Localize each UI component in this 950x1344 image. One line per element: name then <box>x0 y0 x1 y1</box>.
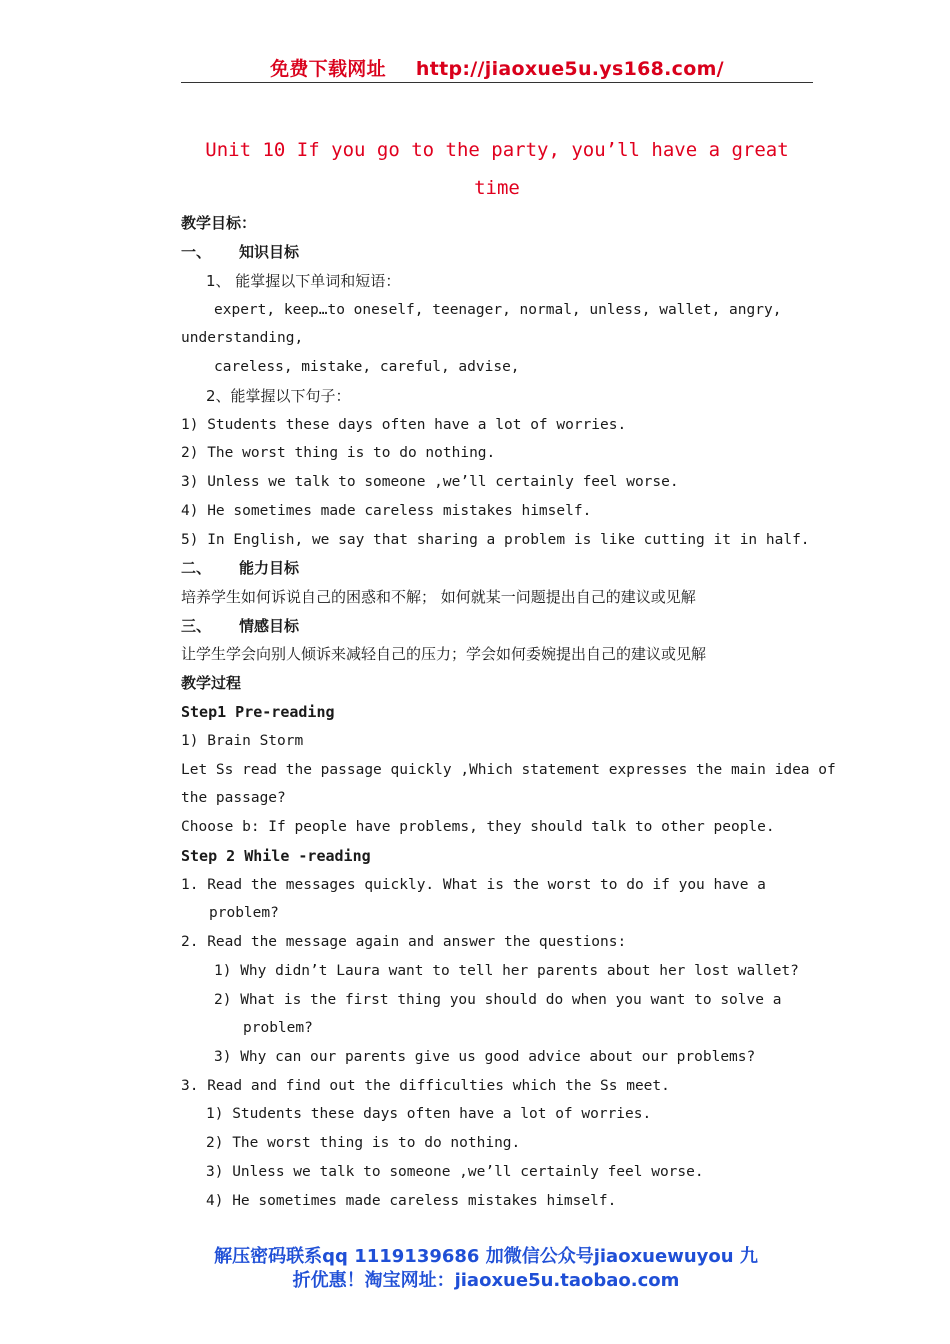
step2-q3-item3: 3) Unless we talk to someone ,we’ll certainly feel worse. <box>206 1164 704 1180</box>
header-site-label: 免费下载网址 <box>270 58 386 80</box>
emotion-text: 让学生学会向别人倾诉来减轻自己的压力；学会如何委婉提出自己的建议或见解 <box>181 645 707 663</box>
page-header <box>181 54 813 83</box>
heading-text: 知识目标 <box>239 243 300 261</box>
heading-teaching-process: 教学过程 <box>181 674 242 692</box>
heading-number: 一、 <box>181 243 212 261</box>
step2-q1-line2: problem? <box>209 905 279 921</box>
step2-q3-item1: 1) Students these days often have a lot of worries. <box>206 1106 652 1122</box>
step2-q2-sub1: 1) Why didn’t Laura want to tell her parents about her lost wallet? <box>214 963 799 979</box>
section-teaching-goals: 教学目标： <box>181 214 257 232</box>
sentence-4: 4) He sometimes made careless mistakes himself. <box>181 503 592 519</box>
step2-q2-sub2-line1: 2) What is the first thing you should do when you want to solve a <box>214 992 782 1008</box>
sentence-2: 2) The worst thing is to do nothing. <box>181 445 496 461</box>
heading-text: 情感目标 <box>239 617 300 635</box>
vocab-line-3: careless, mistake, careful, advise, <box>214 359 520 375</box>
step2-q2-sub3: 3) Why can our parents give us good advice about our problems? <box>214 1049 756 1065</box>
vocab-line-2: understanding, <box>181 330 304 346</box>
step1-text-line3: Choose b: If people have problems, they should talk to other people. <box>181 819 775 835</box>
heading-knowledge <box>181 242 299 262</box>
sentence-1: 1) Students these days often have a lot of worries. <box>181 417 627 433</box>
heading-number: 二、 <box>181 559 212 577</box>
step1-text-line1: Let Ss read the passage quickly ,Which statement expresses the main idea of <box>181 762 836 778</box>
knowledge-item-1: 1、 能掌握以下单词和短语： <box>206 272 401 290</box>
sentence-3: 3) Unless we talk to someone ,we’ll certainly feel worse. <box>181 474 679 490</box>
ability-text: 培养学生如何诉说自己的困惑和不解； 如何就某一问题提出自己的建议或见解 <box>181 588 696 606</box>
footer-line1: 解压密码联系qq 1119139686 加微信公众号jiaoxuewuyou 九 <box>214 1246 758 1267</box>
step1-brain-storm: 1) Brain Storm <box>181 733 304 749</box>
sentence-5: 5) In English, we say that sharing a problem is like cutting it in half. <box>181 532 810 548</box>
heading-number: 三、 <box>181 617 212 635</box>
heading-emotion <box>181 616 299 636</box>
document-title-line1: Unit 10 If you go to the party, you’ll have a great <box>205 139 789 161</box>
step2-q2-sub2-line2: problem? <box>243 1020 313 1036</box>
header-site-url[interactable]: http://jiaoxue5u.ys168.com/ <box>415 58 724 80</box>
step2-q2: 2. Read the message again and answer the questions: <box>181 934 627 950</box>
document-title-line2: time <box>474 177 520 199</box>
heading-ability <box>181 558 299 578</box>
vocab-line-1: expert, keep…to oneself, teenager, normal, unless, wallet, angry, <box>214 302 782 318</box>
step2-heading: Step 2 While -reading <box>181 847 371 865</box>
footer-line2: 折优惠！淘宝网址：jiaoxue5u.taobao.com <box>292 1270 680 1291</box>
step1-heading: Step1 Pre-reading <box>181 703 335 721</box>
step2-q3-item4: 4) He sometimes made careless mistakes himself. <box>206 1193 617 1209</box>
knowledge-item-2: 2、能掌握以下句子： <box>206 387 351 405</box>
step2-q1-line1: 1. Read the messages quickly. What is the worst to do if you have a <box>181 877 766 893</box>
heading-text: 能力目标 <box>239 559 300 577</box>
step2-q3-item2: 2) The worst thing is to do nothing. <box>206 1135 521 1151</box>
step1-text-line2: the passage? <box>181 790 286 806</box>
step2-q3: 3. Read and find out the difficulties which the Ss meet. <box>181 1078 670 1094</box>
